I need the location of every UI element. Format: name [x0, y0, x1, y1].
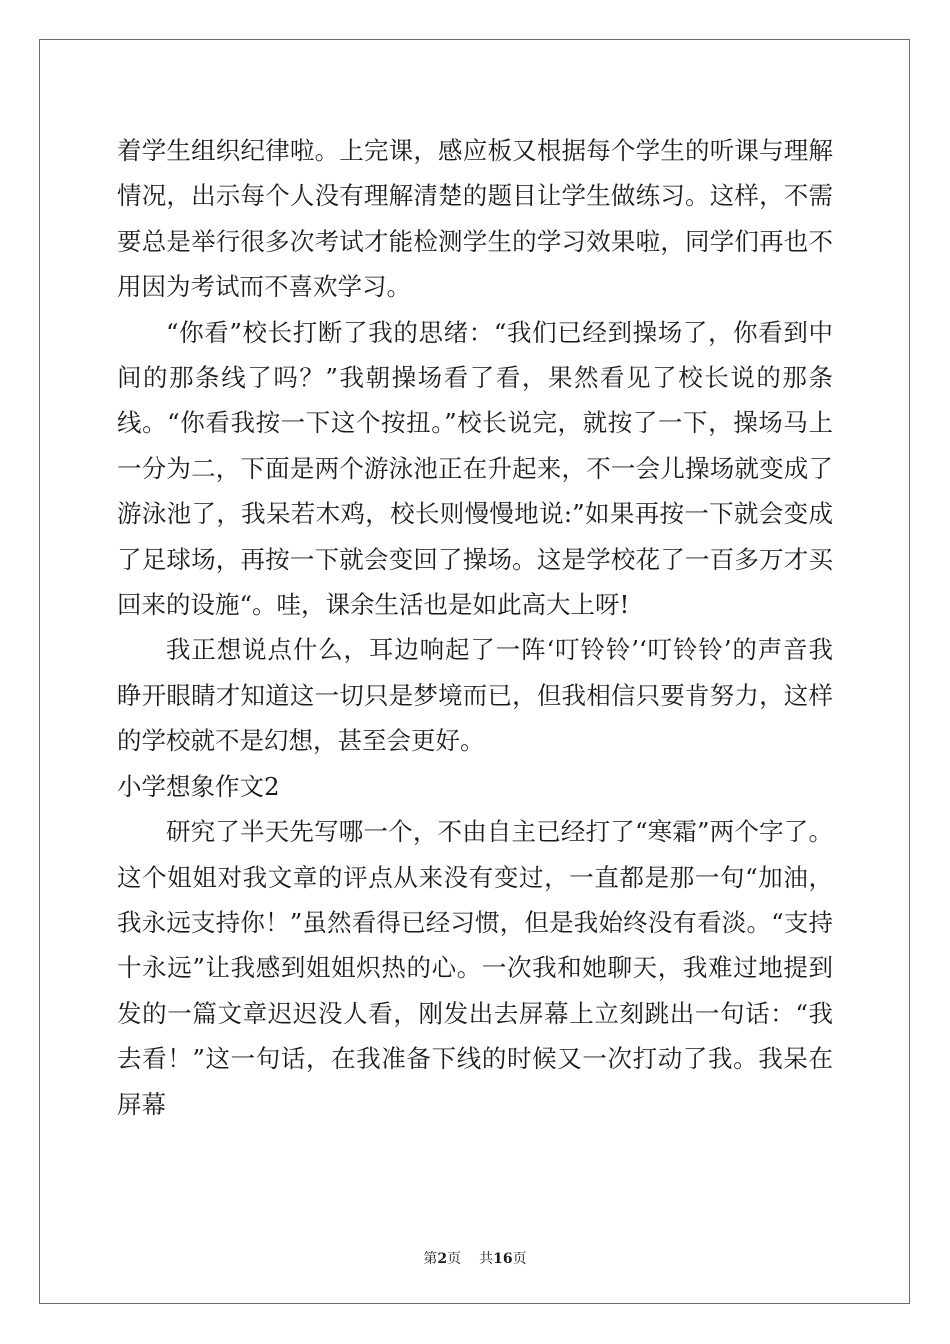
page-prefix: 第	[423, 1251, 438, 1267]
paragraph-3: 我正想说点什么，耳边响起了一阵‘叮铃铃’‘叮铃铃’的声音我睁开眼睛才知道这一切只是梦境而已，但我相信只要肯努力，这样的学校就不是幻想，甚至会更好。	[117, 635, 833, 756]
page-suffix: 页	[447, 1251, 462, 1267]
total-suffix: 页	[512, 1251, 527, 1267]
page-number: 2	[437, 1251, 448, 1267]
paragraph-4: 研究了半天先写哪一个，不由自主已经打了“寒霜”两个字了。这个姐姐对我文章的评点从来没有变过，一直都是那一句“加油，我永远支持你！”虽然看得已经习惯，但是我始终没有看淡。“支持十永远”让我感到姐姐炽热的心。一次我和她聊天，我难过地提到发的一篇文章迟迟没人看，刚发出去屏幕上立刻跳出一句话：“我去看！”这一句话，在我准备下线的时候又一次打动了我。我呆在屏幕	[117, 817, 833, 1119]
section-heading: 小学想象作文2	[117, 771, 280, 801]
total-pages: 16	[493, 1251, 513, 1267]
paragraph-2: “你看”校长打断了我的思绪：“我们已经到操场了，你看到中间的那条线了吗？”我朝操场看了看，果然看见了校长说的那条线。“你看我按一下这个按扭。”校长说完，就按了一下，操场马上一分为二，下面是两个游泳池正在升起来，不一会儿操场就变成了游泳池了，我呆若木鸡，校长则慢慢地说:”如果再按一下就会变成了足球场，再按一下就会变回了操场。这是学校花了一百多万才买回来的设施“。哇，课余生活也是如此高大上呀!	[117, 317, 833, 620]
page-footer	[0, 1248, 950, 1268]
total-prefix: 共	[479, 1251, 494, 1267]
paragraph-1: 着学生组织纪律啦。上完课，感应板又根据每个学生的听课与理解情况，出示每个人没有理解清楚的题目让学生做练习。这样，不需要总是举行很多次考试才能检测学生的学习效果啦，同学们再也不用因为考试而不喜欢学习。	[117, 136, 833, 302]
document-body	[117, 128, 833, 1127]
